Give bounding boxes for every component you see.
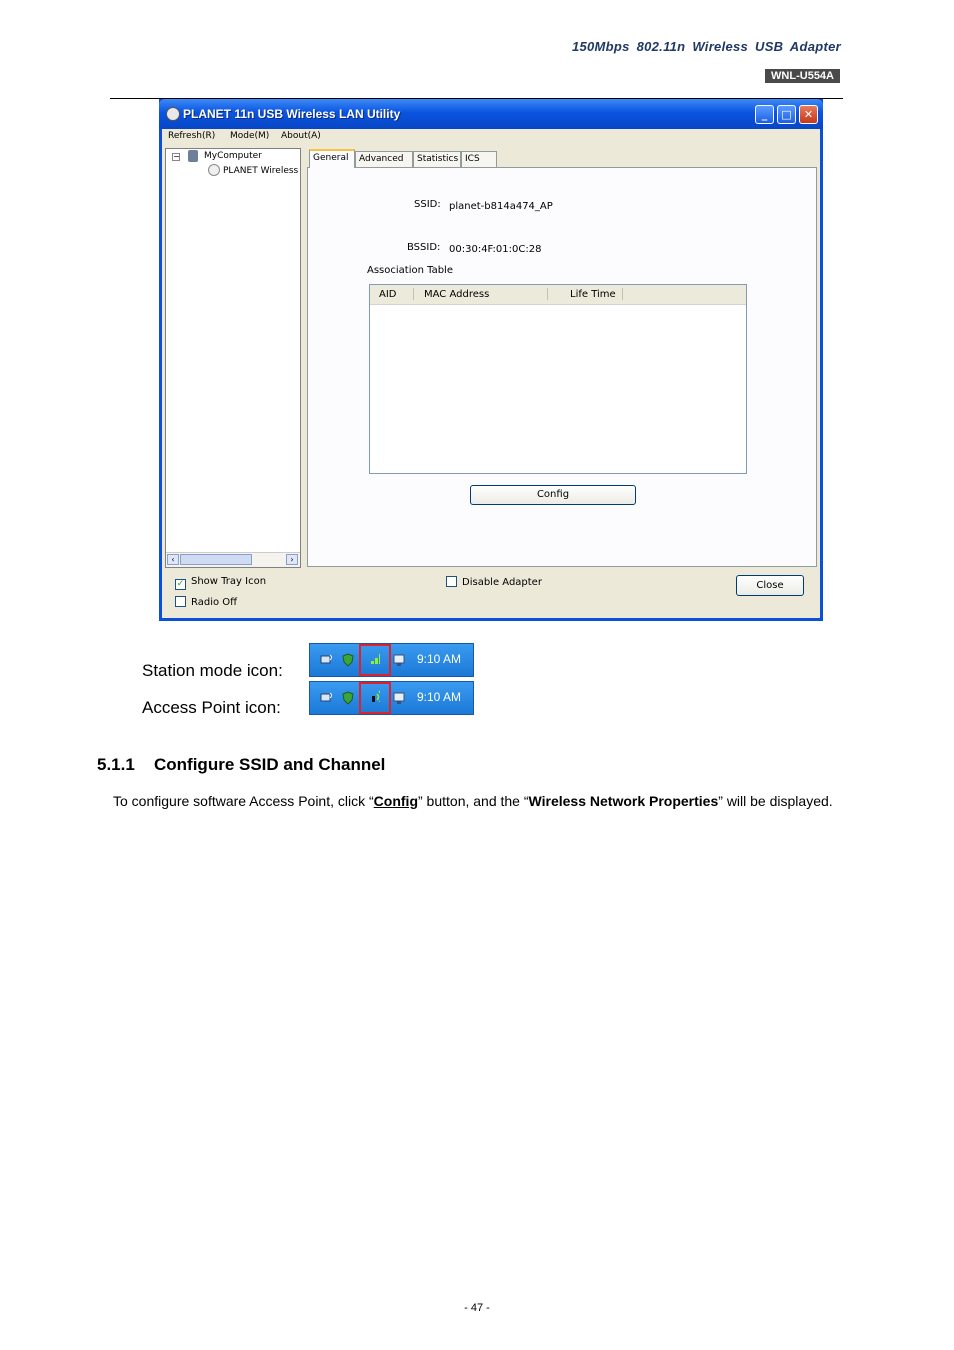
disable-adapter-checkbox[interactable]	[446, 576, 457, 587]
menu-about[interactable]: About(A)	[281, 131, 321, 141]
association-table[interactable]	[369, 284, 747, 474]
section-title: Configure SSID and Channel	[154, 755, 386, 774]
monitor-icon	[393, 653, 407, 667]
radio-off-checkbox[interactable]	[175, 596, 186, 607]
shield-icon	[341, 653, 355, 667]
tree-item-planet-wireless[interactable]: PLANET Wireless	[223, 166, 299, 176]
ssid-label: SSID:	[414, 199, 441, 210]
maximize-button[interactable]: □	[777, 105, 796, 124]
network-icon	[320, 653, 334, 667]
body-text-2: ” button, and the “	[418, 793, 529, 809]
section-heading	[97, 755, 385, 775]
scroll-thumb[interactable]	[180, 554, 252, 565]
section-number: 5.1.1	[97, 755, 135, 774]
app-icon	[166, 107, 180, 121]
header-title: 150Mbps 802.11n Wireless USB Adapter	[571, 39, 841, 54]
station-mode-label: Station mode icon:	[142, 661, 283, 680]
tree-horizontal-scrollbar[interactable]	[166, 552, 300, 567]
minimize-button[interactable]: _	[755, 105, 774, 124]
disable-adapter-label: Disable Adapter	[462, 577, 542, 588]
tab-statistics[interactable]: Statistics	[413, 151, 461, 167]
window-titlebar[interactable]	[159, 99, 823, 129]
tray-clock: 9:10 AM	[417, 652, 462, 666]
bssid-value: 00:30:4F:01:0C:28	[449, 244, 542, 255]
column-mac-address[interactable]: MAC Address	[424, 289, 490, 300]
network-icon	[320, 691, 334, 705]
scroll-left-icon[interactable]: ‹	[167, 554, 179, 565]
tree-collapse-icon[interactable]: −	[173, 152, 180, 161]
page-number: - 47 -	[464, 1302, 490, 1314]
association-table-label: Association Table	[367, 265, 453, 276]
window-title: PLANET 11n USB Wireless LAN Utility	[183, 107, 401, 121]
radio-off-option[interactable]	[175, 596, 237, 608]
column-life-time[interactable]: Life Time	[570, 289, 616, 300]
scroll-right-icon[interactable]: ›	[286, 554, 298, 565]
access-point-label: Access Point icon:	[142, 698, 281, 717]
highlight-box	[359, 682, 391, 714]
ssid-value: planet-b814a474_AP	[449, 201, 553, 212]
close-window-button[interactable]: ✕	[799, 105, 818, 124]
highlight-box	[359, 644, 391, 676]
tab-ics[interactable]: ICS	[461, 151, 497, 167]
show-tray-icon-label: Show Tray Icon	[191, 576, 267, 587]
station-tray-image	[309, 643, 474, 677]
wireless-network-properties-reference: Wireless Network Properties	[528, 793, 719, 809]
close-button[interactable]: Close	[736, 575, 804, 596]
bssid-label: BSSID:	[407, 242, 441, 253]
tab-advanced[interactable]: Advanced	[355, 151, 413, 167]
radio-off-label: Radio Off	[191, 597, 238, 608]
tray-clock: 9:10 AM	[417, 690, 462, 704]
menu-refresh[interactable]: Refresh(R)	[168, 131, 216, 141]
shield-icon	[341, 691, 355, 705]
body-text-3: ” will be displayed.	[718, 793, 833, 809]
config-reference: Config	[373, 793, 418, 809]
menu-bar	[162, 129, 820, 145]
utility-window	[159, 99, 823, 621]
monitor-icon	[393, 691, 407, 705]
tab-general[interactable]: General	[309, 149, 355, 168]
body-text-1: To configure software Access Point, click “	[113, 793, 374, 809]
menu-mode[interactable]: Mode(M)	[230, 131, 270, 141]
access-point-tray-image	[309, 681, 474, 715]
column-aid[interactable]: AID	[379, 289, 397, 300]
tree-item-mycomputer[interactable]: MyComputer	[204, 151, 262, 161]
device-tree	[165, 148, 301, 568]
show-tray-icon-checkbox[interactable]: ✓	[176, 579, 185, 589]
disable-adapter-option[interactable]	[446, 576, 542, 588]
config-button[interactable]: Config	[470, 485, 636, 505]
window-client	[162, 129, 820, 618]
show-tray-icon-option[interactable]	[175, 576, 266, 590]
wireless-adapter-icon	[208, 164, 220, 176]
association-table-header	[370, 285, 746, 305]
computer-icon	[188, 150, 198, 162]
section-body	[113, 792, 843, 810]
header-model-badge: WNL-U554A	[765, 69, 840, 83]
